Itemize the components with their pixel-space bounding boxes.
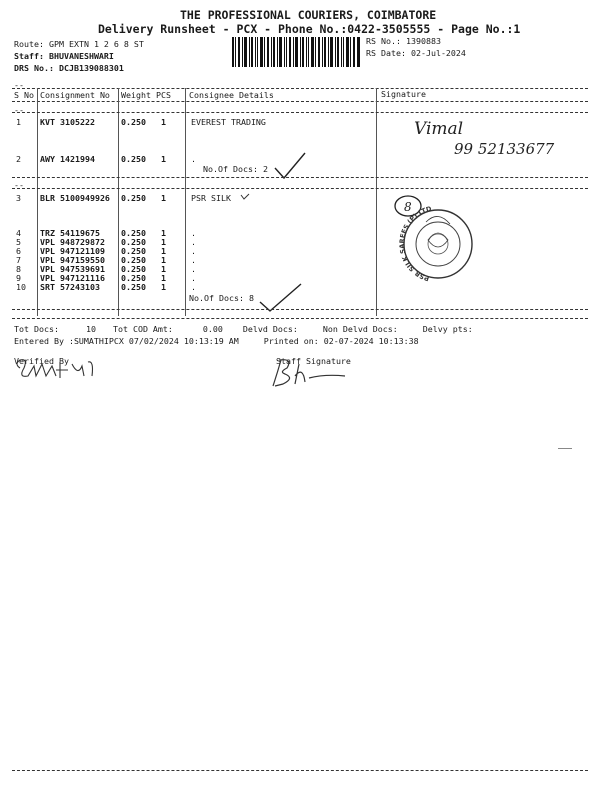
row-weight: 0.250 (121, 154, 146, 164)
docs-count-note: No.Of Docs: 8 (189, 293, 254, 303)
row-sno: 7 (16, 255, 21, 265)
route-line (14, 39, 144, 49)
header-bottom-rule (12, 101, 588, 102)
row-consignment: VPL 947159550 (40, 255, 105, 265)
cod-label: Tot COD Amt: (112, 324, 173, 334)
drs-label: DRS No.: (14, 63, 54, 73)
row-weight: 0.250 (121, 246, 146, 256)
entered-by: Entered By :SUMATHIPCX 07/02/2024 10:13:19 AM (14, 336, 239, 346)
row-pcs: 1 (161, 154, 166, 164)
verifier-signature (12, 356, 112, 384)
col-header-pcs: PCS (156, 90, 171, 100)
group-rule (12, 177, 588, 178)
row-consignee: . (191, 228, 196, 238)
group-rule (12, 188, 588, 189)
row-consignee: . (191, 154, 196, 164)
staff-label: Staff: (14, 51, 44, 61)
row-weight: 0.250 (121, 264, 146, 274)
row-weight: 0.250 (121, 282, 146, 292)
row-consignment: KVT 3105222 (40, 117, 95, 127)
row-weight: 0.250 (121, 255, 146, 265)
row-sno: 3 (16, 193, 21, 203)
group-marker: -- (14, 105, 24, 115)
handwritten-phone: 99 52133677 (454, 140, 555, 158)
page-bottom-rule (12, 770, 588, 771)
rs-date-label: RS Date: (366, 48, 406, 58)
cod-value: 0.00 (202, 324, 223, 334)
row-weight: 0.250 (121, 237, 146, 247)
group-rule (12, 309, 588, 310)
row-consignee: . (191, 264, 196, 274)
tot-docs-value: 10 (85, 324, 96, 334)
runsheet-subtitle: Delivery Runsheet - PCX - Phone No.:0422-3505555 - Page No.:1 (98, 22, 521, 36)
row-consignment: VPL 947121109 (40, 246, 105, 256)
printed-on: Printed on: 02-07-2024 10:13:38 (263, 336, 419, 346)
row-consignee: . (191, 246, 196, 256)
col-header-weight: Weight (121, 90, 151, 100)
row-pcs: 1 (161, 264, 166, 274)
row-pcs: 1 (161, 282, 166, 292)
entered-by-line (14, 336, 419, 346)
row-sno: 9 (16, 273, 21, 283)
rs-date-line (366, 48, 466, 58)
company-title: THE PROFESSIONAL COURIERS, COIMBATORE (180, 8, 437, 22)
row-pcs: 1 (161, 273, 166, 283)
circled-number-text: 8 (404, 200, 412, 214)
col-header-consignment: Consignment No (40, 90, 110, 100)
row-pcs: 1 (161, 246, 166, 256)
tick-mark-icon (240, 193, 250, 201)
row-weight: 0.250 (121, 117, 146, 127)
staff-signature-label: Staff Signature (276, 356, 351, 366)
staff-value: BHUVANESHWARI (48, 51, 114, 61)
company-stamp-icon (398, 190, 478, 290)
stamp-text: PSR SILK SAREES (P) LTD (398, 204, 433, 283)
rs-no-label: RS No.: (366, 36, 401, 46)
delvy-pts-label: Delvy pts: (422, 324, 473, 334)
rs-date-value: 02-Jul-2024 (410, 48, 466, 58)
handwritten-signature (410, 112, 580, 162)
row-consignee: . (191, 237, 196, 247)
group-marker: -- (14, 180, 24, 190)
row-consignee: EVEREST TRADING (191, 117, 266, 127)
row-consignment: VPL 947539691 (40, 264, 105, 274)
row-pcs: 1 (161, 193, 166, 203)
row-consignee: . (191, 255, 196, 265)
row-consignee: . (191, 282, 196, 292)
col-separator (185, 88, 186, 316)
rs-no-value: 1390883 (405, 36, 441, 46)
tot-docs-label: Tot Docs: (14, 324, 59, 334)
row-pcs: 1 (161, 228, 166, 238)
scan-mark (558, 448, 572, 449)
row-consignment: VPL 947121116 (40, 273, 105, 283)
delvd-label: Delvd Docs: (242, 324, 298, 334)
row-weight: 0.250 (121, 228, 146, 238)
row-consignment: AWY 1421994 (40, 154, 95, 164)
drs-line (14, 63, 124, 73)
row-sno: 10 (16, 282, 26, 292)
rs-no-line (366, 36, 441, 46)
verified-by-label: Verified By (14, 356, 69, 366)
row-consignee: PSR SILK (191, 193, 231, 203)
route-label: Route: (14, 39, 44, 49)
header-top-rule (12, 88, 588, 89)
row-sno: 6 (16, 246, 21, 256)
col-header-signature: Signature (381, 89, 426, 99)
row-weight: 0.250 (121, 273, 146, 283)
docs-count-note: No.Of Docs: 2 (203, 164, 268, 174)
row-sno: 5 (16, 237, 21, 247)
row-pcs: 1 (161, 117, 166, 127)
row-consignee: . (191, 273, 196, 283)
row-pcs: 1 (161, 255, 166, 265)
col-separator (376, 88, 377, 316)
row-sno: 4 (16, 228, 21, 238)
row-consignment: VPL 948729872 (40, 237, 105, 247)
table-bottom-rule (12, 318, 588, 319)
non-delvd-label: Non Delvd Docs: (322, 324, 398, 334)
row-pcs: 1 (161, 237, 166, 247)
totals-line (14, 324, 473, 334)
row-sno: 1 (16, 117, 21, 127)
row-consignment: SRT 57243103 (40, 282, 100, 292)
handwritten-name: Vimal (414, 119, 464, 139)
staff-signature (265, 354, 355, 390)
route-value: GPM EXTN 1 2 6 8 ST (48, 39, 144, 49)
col-separator (118, 88, 119, 316)
staff-line (14, 51, 114, 61)
row-weight: 0.250 (121, 193, 146, 203)
row-sno: 2 (16, 154, 21, 164)
col-separator (37, 88, 38, 316)
barcode (232, 37, 360, 67)
row-consignment: TRZ 54119675 (40, 228, 100, 238)
drs-value: DCJB139088301 (58, 63, 124, 73)
row-sno: 8 (16, 264, 21, 274)
row-consignment: BLR 5100949926 (40, 193, 110, 203)
col-header-consignee: Consignee Details (189, 90, 274, 100)
header-top-marker: -- (14, 80, 24, 90)
col-header-sno: S No (14, 90, 34, 100)
